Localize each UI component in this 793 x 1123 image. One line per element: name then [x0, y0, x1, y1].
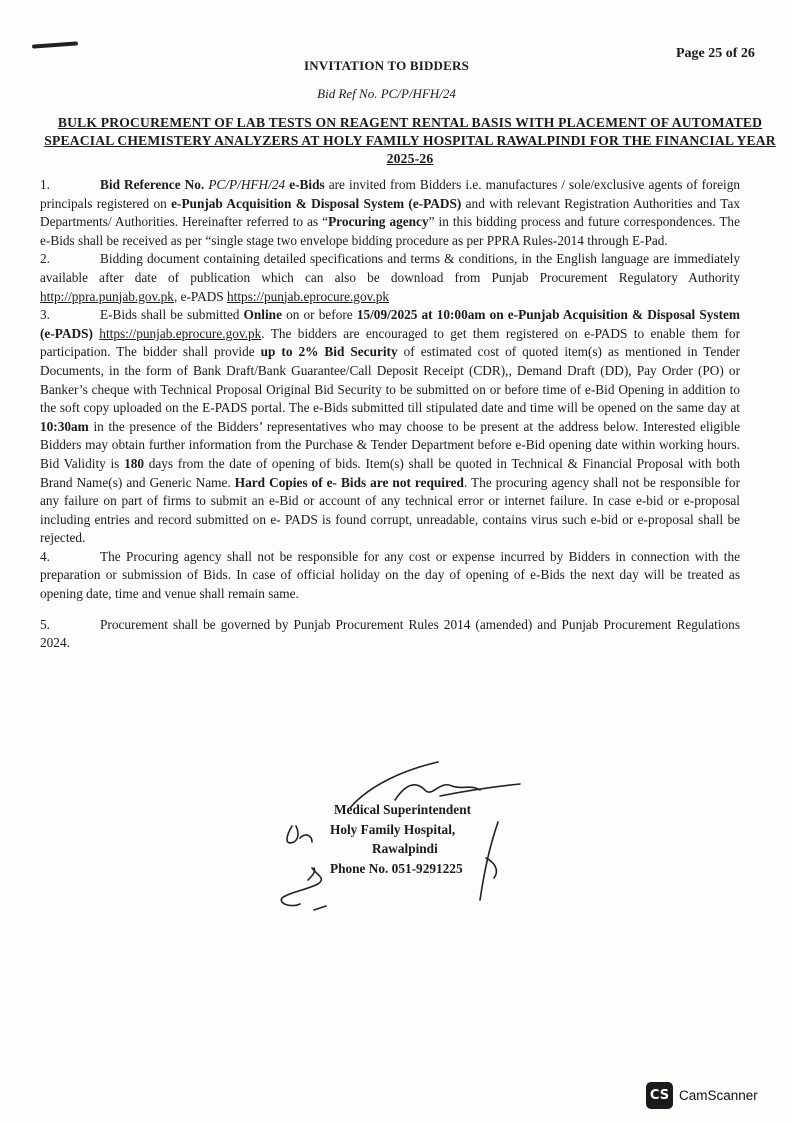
- paragraph-number: 3.: [40, 307, 50, 323]
- phone-number: Phone No. 051-9291225: [330, 860, 463, 876]
- camscanner-text: CamScanner: [679, 1088, 758, 1103]
- paragraph-2: 2. Bidding document containing detailed specifications and terms & conditions, in the English language are immediately available after date of publication which can also be download from Punjab Procurement Regulatory Authority http://ppra.punjab.gov.pk, e-PADS https://punjab.eprocure.gov.pk: [40, 251, 740, 304]
- camscanner-watermark: [646, 1082, 758, 1109]
- signatory-designation: Medical Superintendent: [334, 802, 472, 817]
- document-title: INVITATION TO BIDDERS: [303, 58, 470, 73]
- signature-block: [330, 800, 471, 878]
- paragraph-number: 1.: [40, 177, 50, 192]
- camscanner-logo-icon: CS: [646, 1082, 673, 1109]
- ppra-link[interactable]: http://ppra.punjab.gov.pk: [40, 288, 174, 304]
- paragraph-3: 3. E-Bids shall be submitted Online on or before 15/09/2025 at 10:00am on e-Punjab Acquisition & Disposal System (e-PADS) https://punjab.eprocure.gov.pk. The bidders are encouraged to get them registered on e-PADS to enable them for participation. The bidder shall provide up to 2% Bid Security of estimated cost of quoted item(s) as mentioned in Tender Documents, in the form of Bank Draft/Bank Guarantee/Call Deposit Receipt (CDR),, Demand Draft (DD), Pay Order (PO) or Banker’s cheque with Technical Proposal Original Bid Security to be submitted on or before time of e-Bid Opening in addition to the soft copy uploaded on the E-PADS portal. The e-Bids submitted till stipulated date and time will be opened on the same day at 10:30am in the presence of the Bidders’ representatives who may choose to be present at the address below. Interested eligible Bidders may obtain further information from the Purchase & Tender Department before e-Bid opening date within working hours. Bid Validity is 180 days from the date of opening of bids. Item(s) shall be quoted in Technical & Financial Proposal with both Brand Name(s) and Generic Name. Hard Copies of e- Bids are not required. The procuring agency shall not be responsible for any failure on part of firms to submit an e-Bid or account of any technical error or internet failure. In case e-bid or e-proposal including entries and record submitted on e- PADS is found corrupt, unreadable, contains virus such e-bid or e-proposal shall be rejected.: [40, 307, 741, 546]
- epads-link[interactable]: https://punjab.eprocure.gov.pk: [227, 288, 390, 304]
- hospital-name: Holy Family Hospital,: [330, 821, 456, 837]
- city-name: Rawalpindi: [372, 841, 438, 856]
- paragraph-5: 5. Procurement shall be governed by Punjab Procurement Rules 2014 (amended) and Punjab Procurement Regulations 2024.: [40, 616, 740, 651]
- paragraph-number: 5.: [40, 616, 50, 632]
- page-number: Page 25 of 26: [676, 46, 755, 61]
- procurement-heading: BULK PROCUREMENT OF LAB TESTS ON REAGENT RENTAL BASIS WITH PLACEMENT OF AUTOMATED SPEACIAL CHEMISTERY ANALYZERS AT HOLY FAMILY HOSPITAL RAWALPINDI FOR THE FINANCIAL YEAR 2025-26: [44, 115, 776, 166]
- paragraph-1: 1. Bid Reference No. PC/P/HFH/24 e-Bids are invited from Bidders i.e. manufactures / sole/exclusive agents of foreign principals registered on e-Punjab Acquisition & Disposal System (e-PADS) and with relevant Registration Authorities and Tax Departments/ Authorities. Hereinafter referred to as “Procuring agency” in this bidding process and future correspondences. The e-Bids shall be received as per “single stage two envelope bidding procedure as per PPRA Rules-2014 through E-Pad.: [40, 177, 740, 248]
- paragraph-number: 4.: [40, 548, 50, 564]
- epads-link[interactable]: https://punjab.eprocure.gov.pk: [99, 325, 262, 341]
- paragraph-number: 2.: [40, 251, 50, 267]
- paragraph-4: 4. The Procuring agency shall not be responsible for any cost or expense incurred by Bidders in connection with the preparation or submission of Bids. In case of official holiday on the day of opening of e-Bids the next day will be treated as opening date, time and venue shall remain same.: [40, 548, 740, 602]
- bid-reference: Bid Ref No. PC/P/HFH/24: [317, 86, 456, 101]
